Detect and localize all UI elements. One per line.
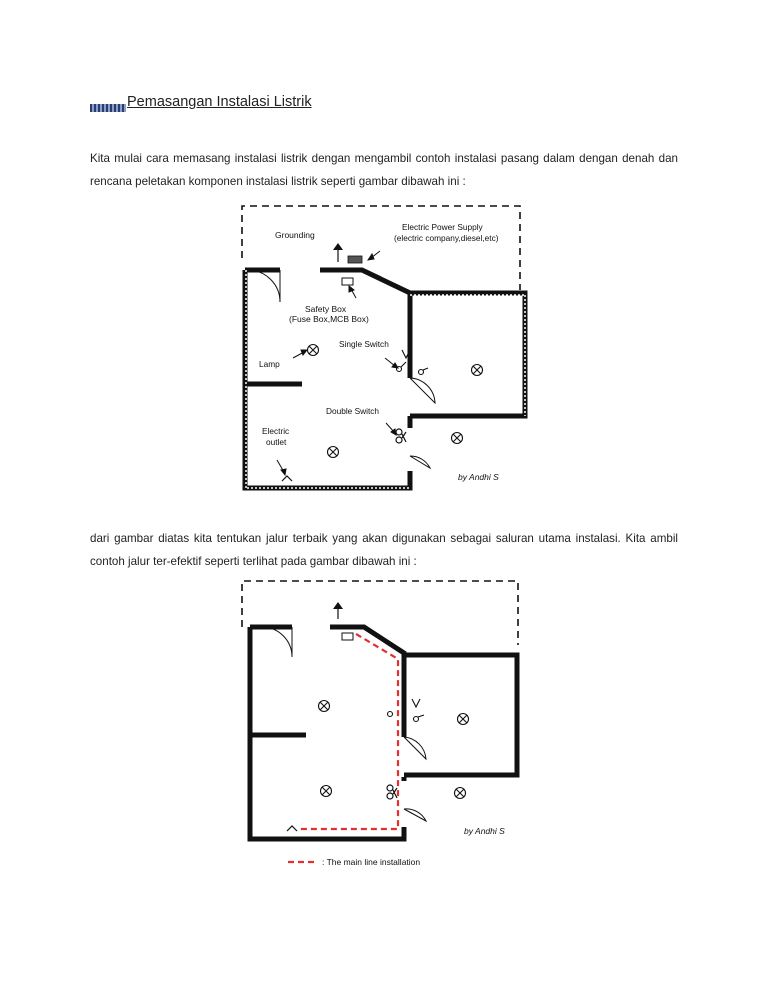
svg-text:Grounding: Grounding — [275, 230, 315, 240]
svg-text:Lamp: Lamp — [259, 359, 280, 369]
svg-text:Double Switch: Double Switch — [326, 406, 380, 416]
power-meter-icon — [348, 256, 362, 263]
safety-box-icon — [342, 633, 353, 640]
svg-text:Electric: Electric — [262, 426, 290, 436]
route-paragraph: dari gambar diatas kita tentukan jalur terbaik yang akan digunakan sebagai saluran utama instalasi. Kita ambil contoh jalur ter-efektif seperti terlihat pada gambar dibawah ini : — [90, 532, 678, 568]
floor-plan-figure-2 — [230, 577, 530, 877]
grounding-icon — [333, 602, 343, 619]
svg-text:by Andhi S: by Andhi S — [464, 826, 505, 836]
svg-text:: The main line installation: : The main line installation — [322, 857, 421, 867]
grounding-icon — [333, 243, 343, 262]
heading-bullet — [90, 104, 126, 112]
main-line-route — [300, 634, 398, 829]
svg-text:Safety Box: Safety Box — [305, 304, 347, 314]
page-title: Pemasangan Instalasi Listrik — [127, 94, 312, 110]
svg-text:by Andhi S: by Andhi S — [458, 472, 499, 482]
double-switch-icon — [387, 785, 397, 799]
electric-outlet-icon — [282, 476, 292, 481]
svg-text:(electric company,diesel,etc): (electric company,diesel,etc) — [394, 233, 499, 243]
double-switch-icon — [396, 429, 406, 443]
svg-text:Single Switch: Single Switch — [339, 339, 389, 349]
intro-paragraph: Kita mulai cara memasang instalasi listrik dengan mengambil contoh instalasi pasang dalam dengan denah dan rencana peletakan komponen instalasi listrik seperti gambar dibawah ini : — [90, 152, 678, 188]
electric-outlet-icon — [287, 826, 297, 831]
svg-text:(Fuse Box,MCB Box): (Fuse Box,MCB Box) — [289, 314, 369, 324]
safety-box-icon — [342, 278, 353, 285]
svg-text:Electric Power Supply: Electric Power Supply — [402, 222, 483, 232]
floor-plan-figure-1 — [230, 198, 530, 498]
svg-text:outlet: outlet — [266, 437, 287, 447]
